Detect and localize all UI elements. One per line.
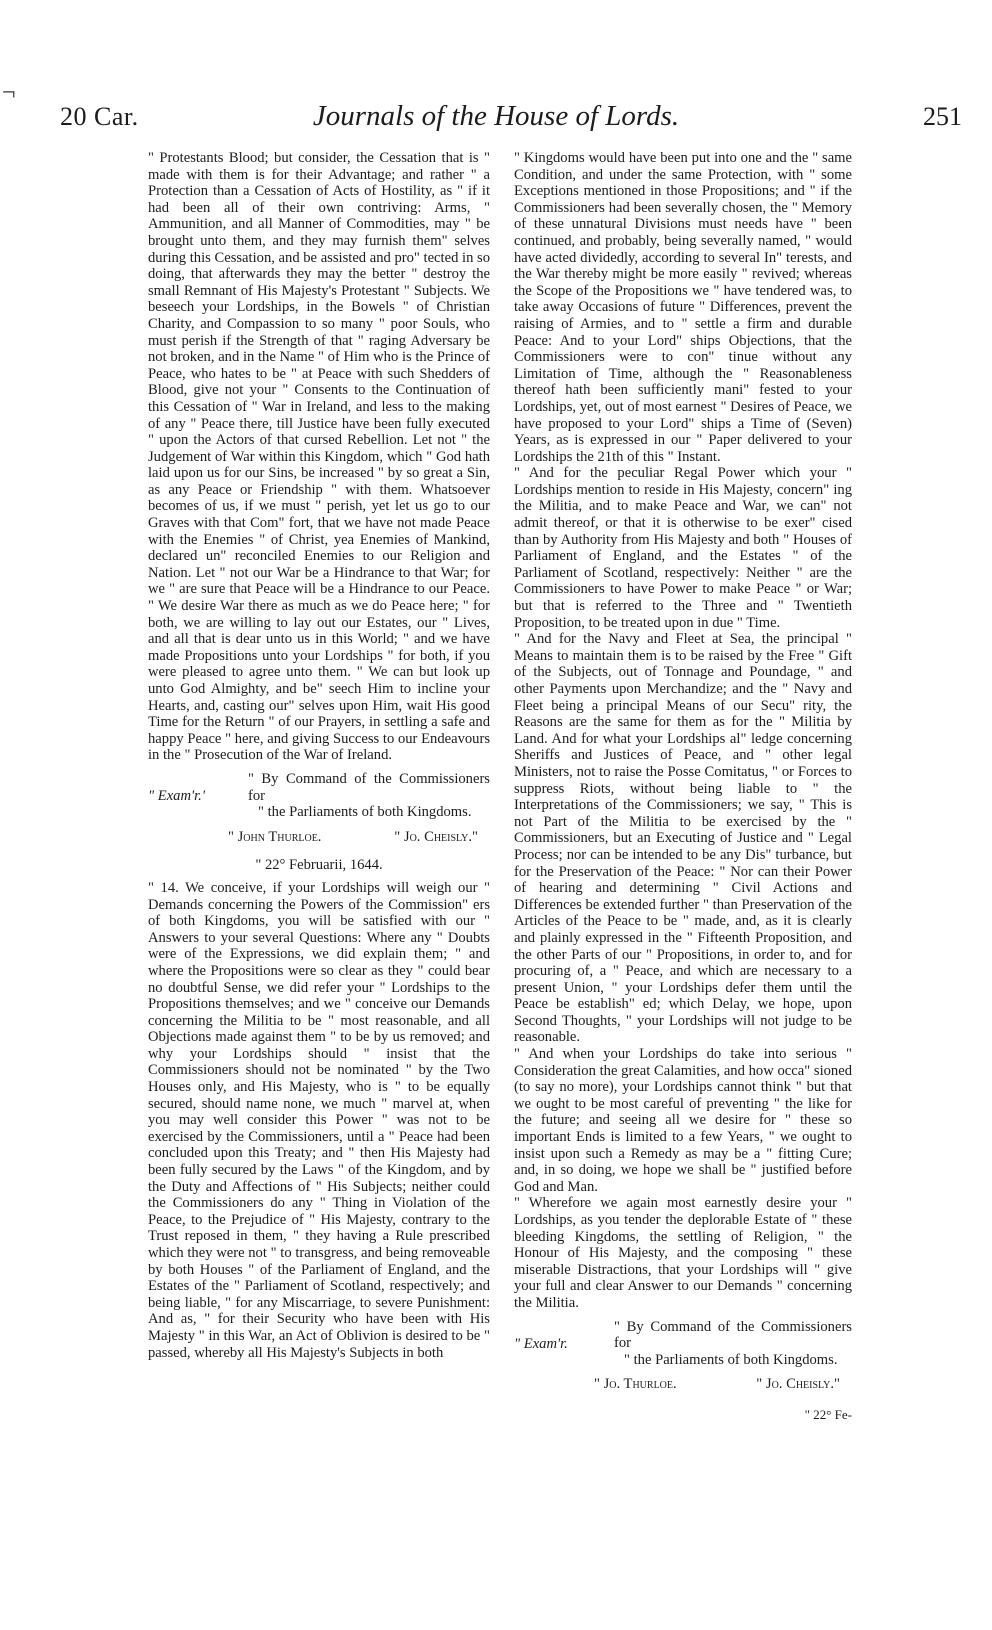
command-line: " By Command of the Commissioners for [614,1318,852,1352]
right-column [514,150,852,1424]
left-column [148,150,490,1361]
signature-block [148,771,490,821]
signatory-name: " John Thurloe. [228,828,322,845]
signature-block [514,1319,852,1369]
signatories [514,1376,852,1393]
catchword: " 22° Fe- [804,1406,852,1422]
corner-mark: ¬ [2,80,16,106]
page-number: 251 [923,102,962,131]
examined-mark: " Exam'r. [514,1335,568,1352]
journal-title: Journals of the House of Lords. [312,100,680,132]
command-text [248,771,490,821]
signatories [148,829,490,846]
command-text [614,1319,852,1369]
paragraph: " Kingdoms would have been put into one and the " same Condition, and under the same Protection, with " some Exceptions mentioned in those Propositions; and " if the Commissioners had been severally chosen, the " Memory of these unnatural Divisions must needs have " been continued, and probably, being severally named, " would have acted dividedly, according to several In" terests, and the War thereby might be more easily " revived; whereas the Scope of the Propositions we " have tendered was, to take away Occasions of future " Differences, prevent the raising of Armies, and to " settle a firm and durable Peace: And to your Lord" ships Objections, that the Commissioners were to con" tinue without any Limitation of Time, although the " Reasonableness thereof hath been sufficiently mani" fested to your Lordships, yet, out of most earnest " Desires of Peace, we have proposed to your Lord" ships a Time of (Seven) Years, as is expressed in our " Paper delivered to your Lordships the 21th of this " Instant. [514,150,852,465]
command-line: " the Parliaments of both Kingdoms. [624,1351,838,1368]
paragraph: " Protestants Blood; but consider, the Cessation that is " made with them is for their Advantage; and rather " a Protection than a Cessation of Acts of Hostility, as " if it had been all of their own contriving: Arms, " Ammunition, and all Manner of Commodities, may " be brought unto them, and they may furnish them" selves during this Cessation, and be assisted and pro" tected in so doing, that afterwards they may the better " destroy the small Remnant of His Majesty's Protestant " Subjects. We beseech your Lordships, in the Bowels " of Christian Charity, and Compassion to so many " poor Souls, who must perish if the Strength of that " raging Adversary be not broken, and in the Name " of Him who is the Prince of Peace, who hates to be " at Peace with such Shedders of Blood, give not your " Consents to the Continuation of this Cessation of " War in Ireland, and less to the making of any " Peace there, till Justice have been fully executed " upon the Actors of that cursed Rebellion. Let not " the Judgement of War within this Kingdom, which " God hath laid upon us for our Sins, be increased " by so great a Sin, as any Peace or Friendship " with them. Whatsoever becomes of us, if we must " perish, yet let us go to our Graves with that Com" fort, that we have not made Peace with the Enemies " of Christ, yea Enemies of Mankind, declared un" reconciled Enemies to our Religion and Nation. Let " not our War be a Hindrance to that War; for we " are sure that Peace will be a Hindrance to our Peace. " We desire War there as much as we do Peace here; " for both, we are willing to lay out our Estates, our " Lives, and all that is dear unto us in this World; " and we have made Propositions unto your Lordships " for both, if you were pleased to agree unto them. " We can but look up unto God Almighty, and be" seech Him to incline your Hearts, and, casting our" selves upon Him, wait His good Time for the Return " of our Prayers, in settling a safe and happy Peace " here, and giving Success to our Endeavours in the " Prosecution of the War of Ireland. [148,150,490,764]
paragraph: " And for the Navy and Fleet at Sea, the principal " Means to maintain them is to be raised by the Free " Gift of the Subjects, out of Tonnage and Poundage, " and other Payments upon Merchandize; and the " Navy and Fleet being a principal Means of our Secu" rity, the Reasons are the same for them as for the " Militia by Land. And for what your Lordships al" ledge concerning Sheriffs and Justices of Peace, and " other legal Ministers, not to raise the Posse Comitatus, " or Forces to suppress Riots, without being liable to " the Interpretations of the Commissioners; we say, " This is not Part of the Militia to be exercised by the " Commissioners, but an Executing of Justice and " Legal Process; nor can be intended to be any Dis" turbance, but for the Preservation of the Peace: " Nor can their Power of hearing and determining " Civil Actions and Differences be extended further " than Preservation of the Articles of the Peace to be " made, and, as it is clearly and plainly expressed in the " Fifteenth Proposition, and the other Parts of our " Propositions, in order to, and for procuring of, a " Peace, and which are necessary to a present Union, " your Lordships defer them until the Peace be establish" ed; which Delay, we hope, upon Second Thoughts, " your Lordships will not judge to be reasonable. [514,631,852,1046]
signatory-name: " Jo. Cheisly." [756,1376,840,1393]
regnal-year: 20 Car. [60,102,139,131]
paragraph: " Wherefore we again most earnestly desire your " Lordships, as you tender the deplorable Estate of " these bleeding Kingdoms, the settling of Religion, " the Honour of His Majesty, and the composing " these miserable Distractions, that your Lordships will " give your full and clear Answer to our Demands " concerning the Militia. [514,1195,852,1311]
command-line: " the Parliaments of both Kingdoms. [258,804,472,821]
paragraph: " And when your Lordships do take into serious " Consideration the great Calamities, and how occa" sioned (to say no more), your Lordships cannot think " but that we ought to be most careful of preventing " the like for the future; and seeing all we desire for " these so important Ends is limited to a few Years, " we ought to insist upon such a Remedy as may be a " fitting Cure; and, in so doing, we hope we shall be " justified before God and Man. [514,1046,852,1195]
running-head [0,100,992,140]
signatory-name: " Jo. Thurloe. [594,1376,677,1393]
paragraph: " 14. We conceive, if your Lordships will weigh our " Demands concerning the Powers of the Commission" ers of both Kingdoms, you will be satisfied with our " Answers to your several Questions: Where any " Doubts were of the Expressions, we did explain them; " and where the Propositions were so clear as they " could bear no doubtful Sense, we did refer your " Lordships to the Propositions themselves; and we " conceive our Demands concerning the Militia to be " most reasonable, and all Objections made against them " to be by us removed; and why your Lordships should " insist that the Commissioners should not be nominated " by the Two Houses only, and His Majesty, who is " to be equally secured, should name none, we much " marvel at, when you may well consider this Power " was not to be exercised by the Commissioners, until a " Peace had been concluded upon this Treaty; and " then His Majesty had been fully secured by the Laws " of the Kingdom, and by the Duty and Affections of " His Subjects; neither could the Commissioners do any " Thing in Violation of the Peace, to the Prejudice of " His Majesty, contrary to the Trust reposed in them, " they having a Rule prescribed which they were not " to transgress, and being removeable by both Houses " of the Parliament of England, and the Estates of the " Parliament of Scotland, respectively; and being liable, " for any Miscarriage, to severe Punishment: And as, " for their Security who have been with His Majesty " in this War, an Act of Oblivion is desired to be " passed, whereby all His Majesty's Subjects in both [148,879,490,1361]
examined-mark: " Exam'r.' [148,787,205,804]
date-heading: " 22° Februarii, 1644. [255,857,383,874]
signatory-name: " Jo. Cheisly." [394,828,478,845]
command-line: " By Command of the Commissioners for [248,770,490,804]
paragraph: " And for the peculiar Regal Power which your " Lordships mention to reside in His Majesty, concern" ing the Militia, and to make Peace and War, we can" not admit thereof, or that it is otherwise to be exer" cised than by Authority from His Majesty and both " Houses of Parliament of England, and the Estates " of the Parliament of Scotland, respectively: Neither " are the Commissioners to have Power to make Peace " or War; but that is referred to the Three and " Twentieth Proposition, to be treated upon in due " Time. [514,465,852,631]
